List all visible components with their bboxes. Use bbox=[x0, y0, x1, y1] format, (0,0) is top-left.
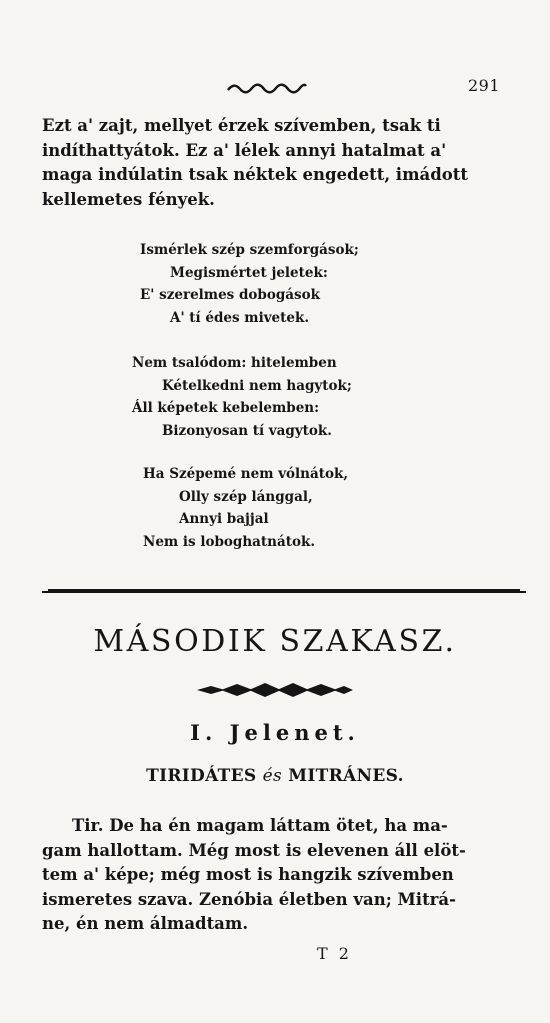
prose-line: Ezt a' zajt, mellyet érzek szívemben, tsak ti bbox=[42, 116, 441, 135]
prose-line: kellemetes fények. bbox=[42, 189, 215, 209]
verse-line: Megismértet jeletek: bbox=[170, 264, 328, 281]
prose-line: ne, én nem álmadtam. bbox=[42, 914, 249, 933]
verse-line: Olly szép lánggal, bbox=[179, 488, 313, 505]
signature-mark: T 2 bbox=[317, 944, 352, 963]
verse-line: Annyi bajjal bbox=[179, 511, 269, 527]
page-number: 291 bbox=[468, 76, 501, 95]
prose-line: indíthattyátok. Ez a' lélek annyi hatalmat a' bbox=[42, 140, 447, 160]
verse-stanza-1 bbox=[140, 239, 359, 329]
verse-line: Nem tsalódom: hitelemben bbox=[132, 355, 337, 371]
character-name: MITRÁNES. bbox=[288, 766, 404, 786]
scene-characters bbox=[0, 766, 550, 786]
verse-stanza-3 bbox=[143, 463, 348, 553]
verse-line: A' tí édes mivetek. bbox=[170, 309, 310, 326]
verse-line: Ha Szépemé nem vólnátok, bbox=[143, 466, 349, 482]
prose-line: maga indúlatin tsak néktek engedett, imádott bbox=[42, 165, 469, 184]
verse-line: Kételkedni nem hagytok; bbox=[162, 377, 352, 394]
verse-line: Bizonyosan tí vagytok. bbox=[162, 422, 332, 439]
prose-paragraph-bottom bbox=[42, 814, 530, 937]
prose-line: gam hallottam. Még most is elevenen áll elöt- bbox=[42, 840, 466, 860]
verse-line: Áll képetek kebelemben: bbox=[132, 400, 320, 416]
act-heading: MÁSODIK SZAKASZ. bbox=[93, 624, 457, 659]
prose-paragraph-top bbox=[42, 114, 530, 212]
verse-line: Ismérlek szép szemforgások; bbox=[140, 242, 359, 258]
verse-stanza-2 bbox=[132, 352, 352, 442]
scene-heading: I. Jelenet. bbox=[190, 720, 360, 745]
character-conjunction: és bbox=[262, 766, 283, 786]
prose-line: tem a' képe; még most is hangzik szívemben bbox=[42, 865, 454, 884]
prose-line: Tir. De ha én magam láttam ötet, ha ma- bbox=[72, 816, 448, 835]
section-divider-rule bbox=[42, 586, 526, 598]
verse-line: E' szerelmes dobogások bbox=[140, 287, 321, 303]
character-name: TIRIDÁTES bbox=[146, 766, 257, 786]
act-ornament bbox=[195, 681, 355, 699]
verse-line: Nem is loboghatnátok. bbox=[143, 533, 316, 550]
header-ornament bbox=[226, 80, 308, 96]
prose-line: ismeretes szava. Zenóbia életben van; Mitrá- bbox=[42, 889, 456, 909]
